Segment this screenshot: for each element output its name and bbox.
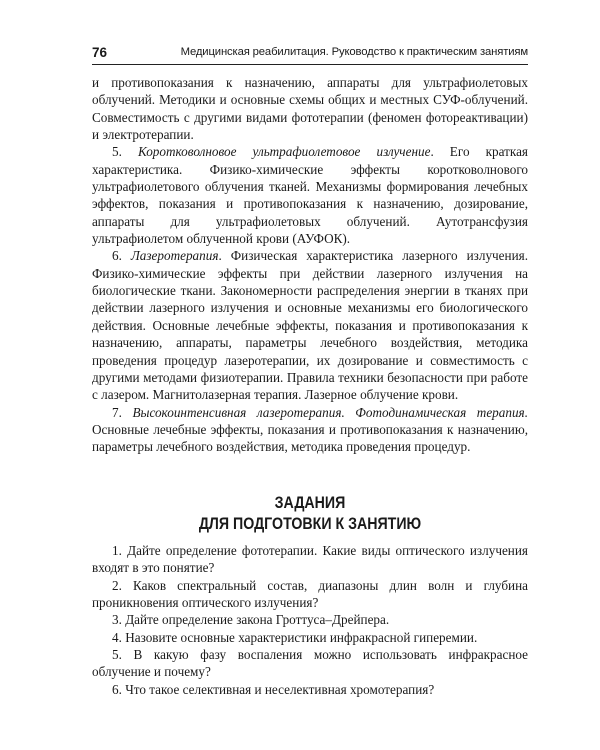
item-number: 6.	[112, 248, 122, 264]
running-header	[92, 44, 528, 65]
running-title: Медицинская реабилитация. Руководство к практическим занятиям	[180, 46, 528, 58]
question-item: 5. В какую фазу воспаления можно использовать инфракрасное облучение и почему?	[92, 647, 528, 680]
question-item: 2. Каков спектральный состав, диапазоны длин волн и глубина проникновения оптического излучения?	[92, 577, 528, 611]
body-text	[92, 74, 528, 456]
question-item: 6. Что такое селективная и неселективная хромотерапия?	[112, 681, 435, 697]
question-item: 1. Дайте определение фототерапии. Какие виды оптического излучения входят в это понятие?	[92, 543, 528, 576]
question-item: 3. Дайте определение закона Гроттуса–Дрейпера.	[112, 612, 390, 628]
list-item-7	[92, 404, 528, 456]
question-list	[92, 542, 528, 698]
item-title: Лазеротерапия	[130, 248, 219, 264]
question-item: 4. Назовите основные характеристики инфракрасной гиперемии.	[112, 629, 478, 645]
heading-line-1: ЗАДАНИЯ	[274, 494, 346, 512]
item-number: 7.	[112, 404, 122, 420]
list-item-6	[92, 247, 528, 403]
item-title: Коротковолновое ультрафиолетовое излучение	[137, 144, 431, 160]
item-text: Основные лечебные эффекты, показания и противопоказания к назначению, параметры лечебного воздействия, методика проведения процедур.	[92, 421, 528, 455]
section-heading	[123, 493, 498, 535]
item-number: 5.	[112, 144, 122, 160]
item-text: . Физическая характеристика лазерного излучения. Физико-химические эффекты при действии лазерного излучения на биологические ткани. Закономерности распределения энергии в тканях при действии лазерного излучения и основные механизмы его биологического действия. Основные лечебные эффекты, показания и противопоказания к назначению, аппараты, параметры лечебного воздействия, методика проведения процедур лазеротерапии, их дозирование и совместимость с другими методами физиотерапии. Правила техники безопасности при работе с лазером. Магнитолазерная терапия. Лазерное облучение крови.	[92, 248, 529, 403]
item-text: . Его краткая характеристика. Физико-химические эффекты коротковолнового ультрафиолетового облучения тканей. Механизмы формирования лечебных эффектов, показания и противопоказания к назначению, дозирование, аппараты для ультрафиолетовых облучений. Аутотрансфузия ультрафиолетом облученной крови (АУФОК).	[92, 144, 528, 247]
heading-line-2: ДЛЯ ПОДГОТОВКИ К ЗАНЯТИЮ	[198, 515, 422, 533]
paragraph-continuation: и противопоказания к назначению, аппараты для ультрафиолетовых облучений. Методики и основные схемы общих и местных СУФ-облучений. Совместимость с другими видами фототерапии (феномен фотореактивации) и электротерапии.	[92, 75, 528, 143]
item-title: Высокоинтенсивная лазеротерапия. Фотодинамическая терапия.	[132, 404, 528, 420]
page-number: 76	[92, 45, 108, 60]
list-item-5	[92, 143, 528, 247]
